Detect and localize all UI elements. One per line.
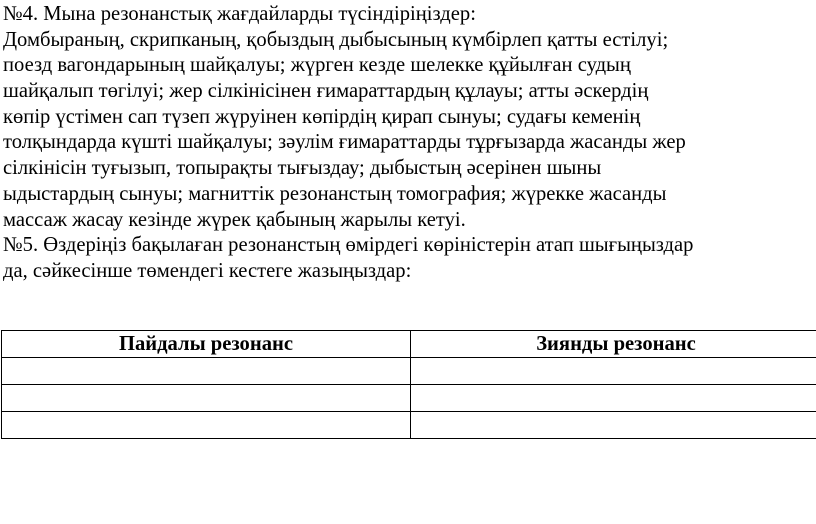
task4-line: толқындарда күшті шайқалуы; зәулім ғимараттарды тұрғызарда жасанды жер xyxy=(3,131,686,154)
header-useful-resonance: Пайдалы резонанс xyxy=(2,331,411,358)
task4-line: Домбыраның, скрипканың, қобыздың дыбысының күмбірлеп қатты естілуі; xyxy=(3,28,669,51)
task4-line: көпір үстімен сап түзеп жүруінен көпірдің қирап сынуы; судағы кеменің xyxy=(3,105,641,128)
table-cell-harmful[interactable] xyxy=(411,412,816,439)
document-text xyxy=(3,2,813,285)
task5-line: да, сәйкесінше төмендегі кестеге жазыңыздар: xyxy=(3,259,412,282)
task4-line: ыдыстардың сынуы; магниттік резонанстың томография; жүрекке жасанды xyxy=(3,182,667,205)
header-harmful-resonance: Зиянды резонанс xyxy=(411,331,816,358)
task4-line: сілкінісін туғызып, топырақты тығыздау; дыбыстың әсерінен шыны xyxy=(3,157,602,180)
task4-line: массаж жасау кезінде жүрек қабының жарылы кетуі. xyxy=(3,208,466,231)
table-row xyxy=(2,412,816,439)
table-cell-useful[interactable] xyxy=(2,385,411,412)
task4-heading: №4. Мына резонанстық жағдайларды түсіндіріңіздер: xyxy=(3,3,476,25)
table-row xyxy=(2,385,816,412)
table-cell-harmful[interactable] xyxy=(411,385,816,412)
table-cell-useful[interactable] xyxy=(2,358,411,385)
resonance-table xyxy=(1,330,816,439)
table-row xyxy=(2,358,816,385)
task5-heading: №5. Өздеріңіз бақылаған резонанстың өмірдегі көріністерін атап шығыңыздар xyxy=(3,234,694,257)
table-cell-useful[interactable] xyxy=(2,412,411,439)
table-cell-harmful[interactable] xyxy=(411,358,816,385)
task4-line: поезд вагондарының шайқалуы; жүрген кезде шелекке құйылған судың xyxy=(3,54,631,77)
table-header-row xyxy=(2,331,816,358)
task4-line: шайқалып төгілуі; жер сілкінісінен ғимараттардың құлауы; атты әскердің xyxy=(3,80,649,103)
